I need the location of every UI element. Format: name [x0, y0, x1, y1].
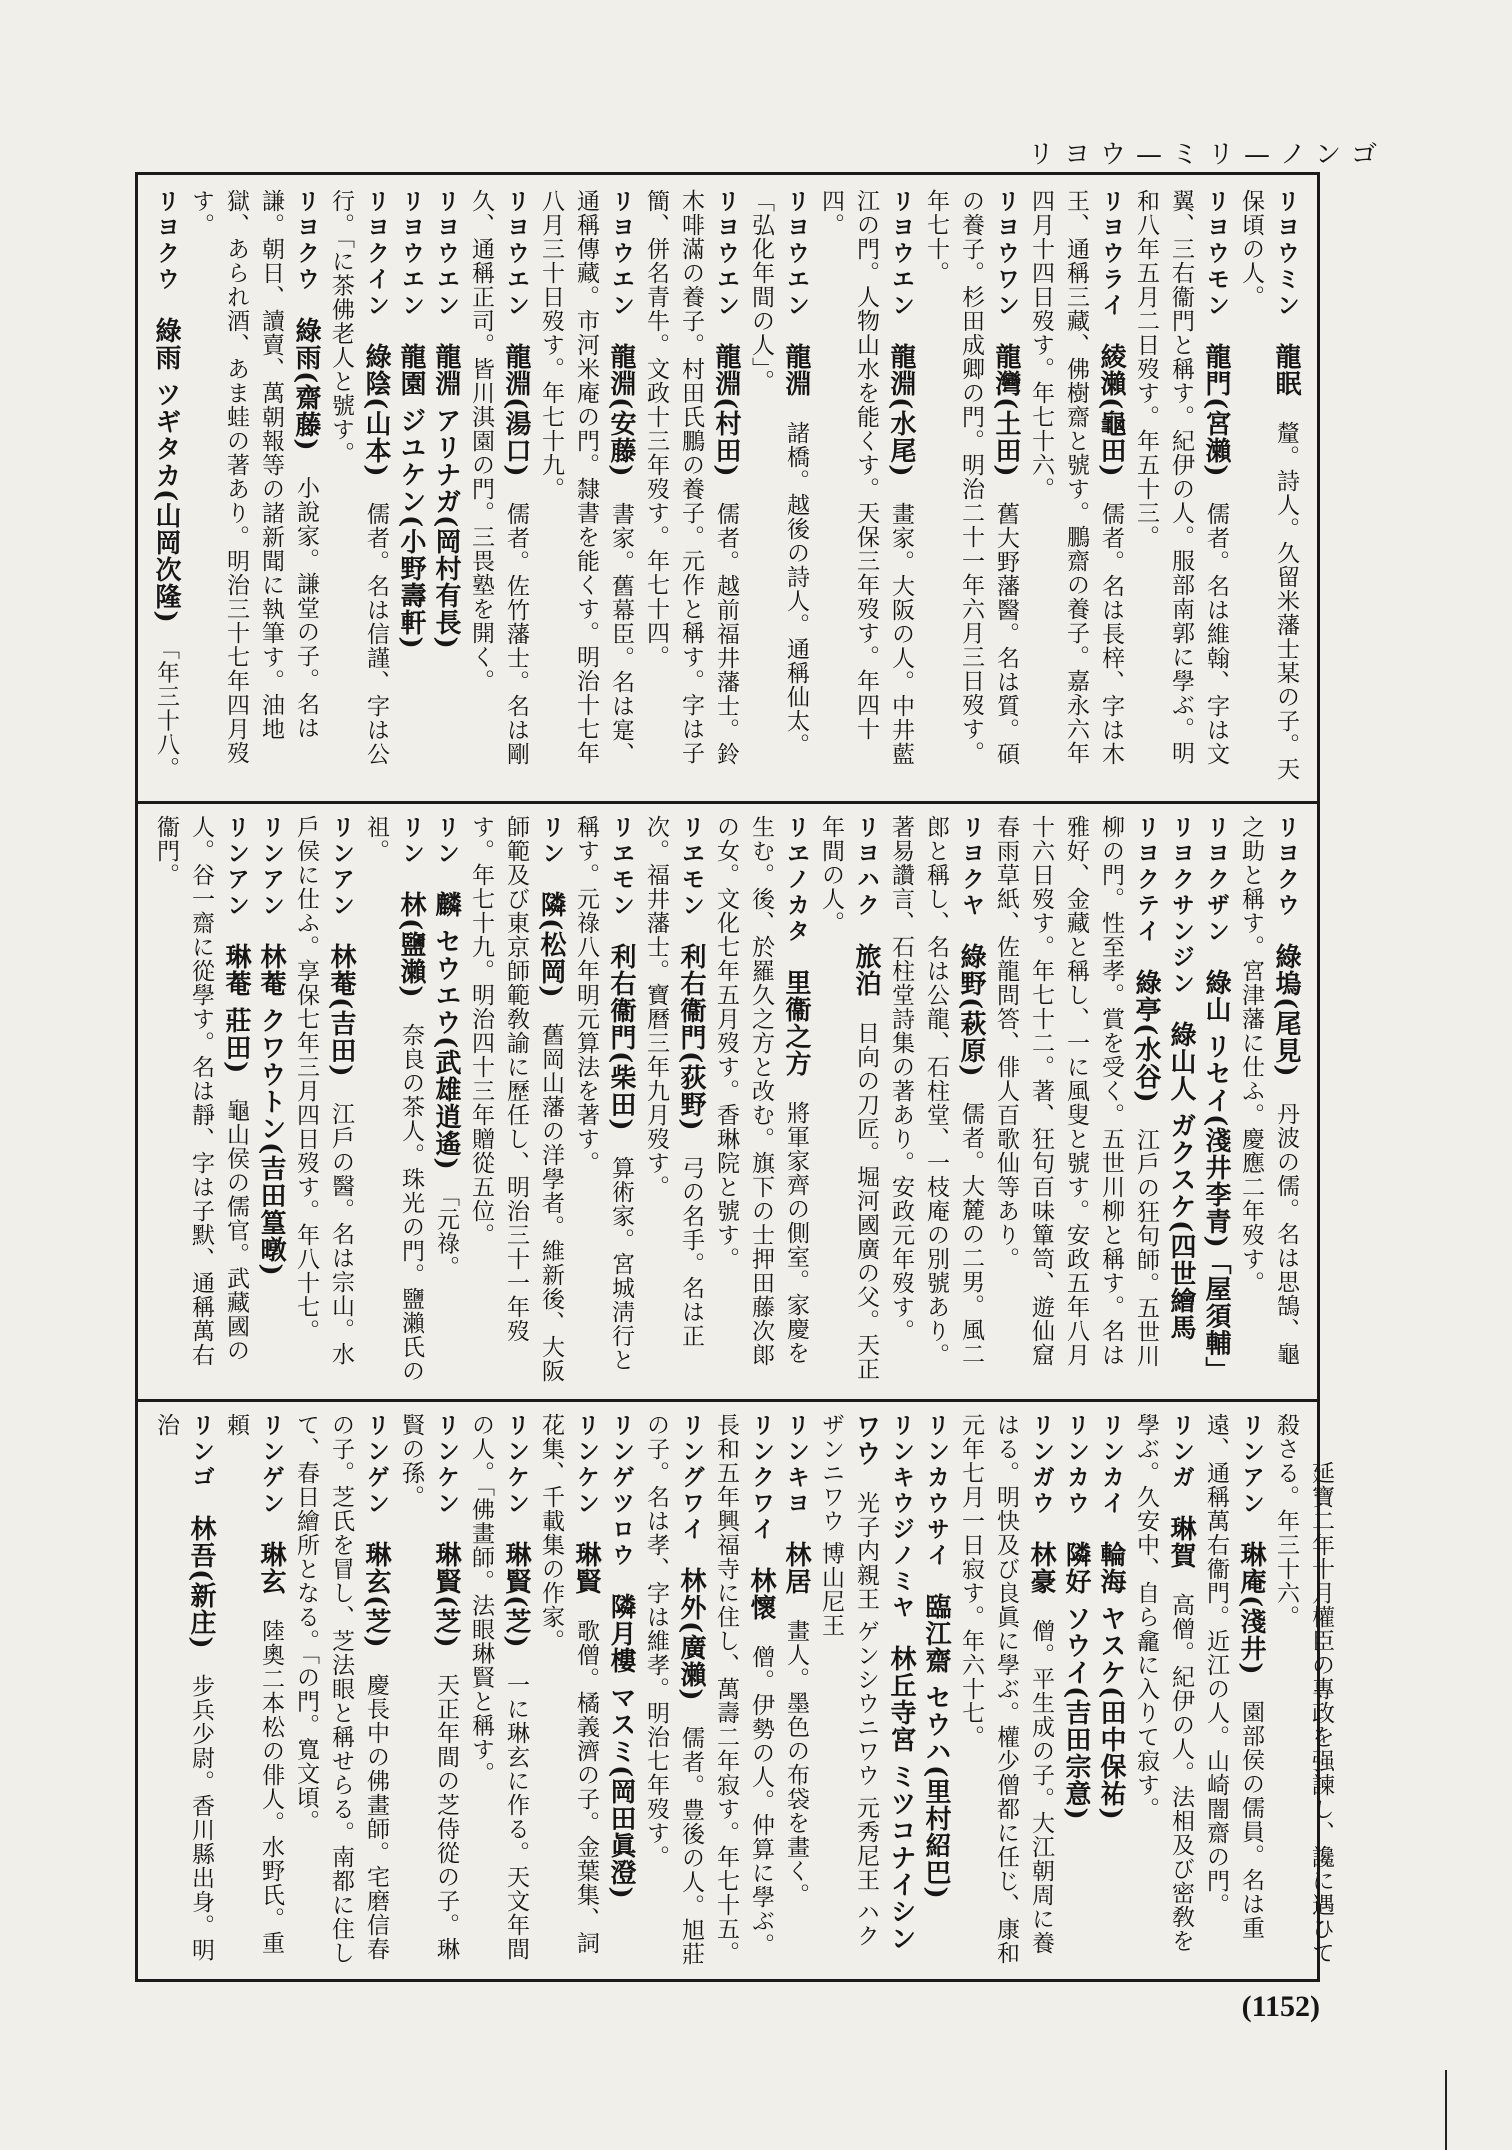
entry-reading: リヨクテイ [1133, 815, 1159, 945]
dictionary-entry [463, 189, 533, 787]
entry-reading: リン [398, 815, 424, 867]
entry-reading: リンアン [1238, 1413, 1264, 1517]
entry-reading: リンゲン [363, 1413, 389, 1517]
dictionary-entry [183, 189, 323, 787]
entry-reading: リヨウモン [1203, 189, 1229, 319]
entry-reading: リンアン [328, 815, 354, 919]
entry-kanji: 龍淵(村田) [711, 343, 741, 478]
dictionary-entry [708, 1413, 778, 1969]
entry-columns-2 [148, 815, 1303, 1385]
entry-description: 奈良の茶人。珠光の門。鹽瀨氏の祖。 [363, 815, 424, 1383]
entry-kanji: 琳玄 [256, 1541, 286, 1595]
entry-reading: リヨクサンジン [1168, 815, 1194, 997]
entry-description: 江戶の狂句師。五世川柳の門。性至孝。賞を受く。五世川柳と稱す。名は雅好、金藏と稱し、一に風叟と號す。安政五年八月十六日歿す。年七十二。著、狂句百味簞笥、遊仙窟春雨草紙、佐龍問答、俳人百歌仙等あり。 [993, 815, 1159, 1368]
entry-reading: リンキヨ [783, 1413, 809, 1517]
entry-description: 一に琳玄に作る。天文年間の人。「佛畫師。法眼琳賢と稱す。 [468, 1413, 529, 1961]
dictionary-entry [393, 1413, 463, 1969]
entry-kanji: 琳菴 莊田) [221, 943, 251, 1075]
entry-description: 光子内親王 ゲンシウニワウ 元秀尼王 ハクザンニワウ 博山尼王 [818, 1413, 879, 1948]
entry-kanji: 綠雨(齋藤) [291, 317, 321, 452]
entry-kanji: 綠雨 ツギタカ(山岡次隆) [151, 317, 181, 624]
entry-reading: リンカウ [1063, 1413, 1089, 1517]
entry-description: 算術家。宮城淸行と稱す。元祿八年明元算法を著す。 [573, 815, 634, 1372]
entry-reading: リヨウエン [713, 189, 739, 319]
tier-1 [148, 189, 1307, 787]
entry-description: 畫家。大阪の人。中井藍江の門。人物山水を能くす。天保三年歿す。年四十四。 [818, 189, 914, 766]
entry-reading: リンアン [258, 815, 284, 919]
entry-kanji: 林菴 クワウトン(吉田篁暾) [256, 943, 286, 1277]
dictionary-entry [953, 1413, 1058, 1969]
entry-kanji: 綠山 リセイ(淺井李青)「屋須輔」 [1201, 969, 1231, 1371]
entry-description: 儒者。越前福井藩士。鈴木啡滿の養子。村田氏鵬の養子。元作と稱す。字は子簡、併名青牛。文政十三年歿す。年七十四。 [643, 189, 739, 766]
page-number: (1152) [1241, 1990, 1320, 2023]
entry-kanji: 龍園 ジユケン(小野壽軒) [396, 343, 426, 650]
entry-kanji: 龍門(宮瀨) [1201, 343, 1231, 478]
entry-description: 步兵少尉。香川縣出身。明治 [153, 1413, 214, 1962]
dictionary-entry [393, 189, 428, 787]
entry-kanji: 臨江齋 セウハ(里村紹巴) [921, 1593, 951, 1900]
entry-kanji: 綠塢(尾見) [1271, 943, 1301, 1078]
entry-reading: リヨクザン [1203, 815, 1229, 945]
entry-reading: リンガウ [1028, 1413, 1054, 1517]
entry-description: 龜山侯の儒官。武藏國の人。谷一齋に從學す。名は靜、字は子默、通稱萬右衞門。 [153, 815, 249, 1367]
dictionary-entry [428, 189, 463, 787]
dictionary-entry [638, 1413, 708, 1969]
entry-reading: リンゲツロウ [608, 1413, 634, 1569]
entry-description: 儒者。名は長梓、字は木王、通稱三藏、佛樹齋と號す。鵬齋の養子。嘉永六年四月十四日歿す。年七十六。 [1028, 189, 1124, 766]
entry-kanji: 龍淵 [781, 343, 811, 397]
dictionary-entry [778, 1413, 813, 1969]
dictionary-entry [253, 815, 288, 1385]
entry-kanji: 旅泊 [851, 943, 881, 997]
entry-description: 園部侯の儒員。名は重遠、通稱萬右衞門。近江の人。山崎闇齋の門。 [1203, 1413, 1264, 1940]
entry-kanji: 琳庵(淺井) [1236, 1541, 1266, 1676]
dictionary-entry [638, 189, 743, 787]
dictionary-entry [218, 1413, 288, 1969]
entry-kanji: 輪海 ヤスケ(田中保祐) [1096, 1541, 1126, 1821]
entry-reading: リヨクウ [293, 189, 319, 293]
entry-reading: リン [538, 815, 564, 867]
divider-rule-1 [138, 801, 1317, 804]
entry-description: 「元祿。 [433, 1194, 459, 1280]
dictionary-entry [1268, 1413, 1338, 1969]
dictionary-entry [148, 1413, 218, 1969]
entry-description: 釐。詩人。久留米藩士某の子。天保頃の人。 [1238, 189, 1299, 781]
dictionary-entry [883, 815, 988, 1385]
entry-reading: リンキウジノミヤ [888, 1413, 914, 1621]
entry-reading: リンカウサイ [923, 1413, 949, 1569]
dictionary-entry [1198, 1413, 1268, 1969]
divider-rule-2 [138, 1399, 1317, 1402]
entry-reading: リヨウミン [1273, 189, 1299, 319]
dictionary-entry [148, 815, 253, 1385]
entry-kanji: 綠山人 ガクスケ(四世繪馬 [1166, 1021, 1196, 1342]
dictionary-entry [708, 815, 813, 1385]
dictionary-entry [638, 815, 708, 1385]
entry-description: 歌僧。橘義濟の子。金葉集、詞花集、千載集の作家。 [538, 1413, 599, 1955]
entry-reading: リヨハク [853, 815, 879, 919]
entry-reading: リヨクイン [363, 189, 389, 319]
entry-description: 高僧。紀伊の人。法相及び密敎を學ぶ。久安中、自ら龕に入りて寂す。 [1133, 1413, 1194, 1953]
entry-description: 將軍家齊の側室。家慶を生む。後、於羅久之方と改む。旗下の士押田藤次郞の女。文化七年五月歿す。香琳院と號す。 [713, 815, 809, 1367]
dictionary-entry [1023, 189, 1128, 787]
entry-description: 書家。舊幕臣。名は寔、通稱傳藏。市河米庵の門。隸書を能くす。明治十七年八月三十日歿す。年七十九。 [538, 189, 634, 766]
entry-description: 儒者。豊後の人。旭莊の子。名は孝、字は維孝。明治七年歿す。 [643, 1413, 704, 1966]
running-head: リヨウ—ミリ—ノンゴ [1028, 140, 1387, 170]
entry-reading: リン [433, 815, 459, 867]
entry-reading: リヨウエン [888, 189, 914, 319]
entry-description: 諸橋。越後の詩人。通稱仙太。「弘化年間の人」。 [748, 189, 809, 757]
entry-description: 天正年間の芝侍從の子。琳賢の孫。 [398, 1413, 459, 1961]
dictionary-entry [533, 1413, 603, 1969]
entry-description: 「年三十八。 [153, 647, 179, 781]
entry-kanji: 龍眠 [1271, 343, 1301, 397]
dictionary-entry [463, 815, 568, 1385]
dictionary-entry [1198, 815, 1233, 1385]
entry-reading: リヱノカタ [783, 815, 809, 945]
entry-description: 僧。伊勢の人。仲算に學ぶ。長和五年興福寺に住し、萬壽二年寂す。年七十五。 [713, 1413, 774, 1965]
dictionary-entry [1233, 815, 1303, 1385]
dictionary-entry [288, 1413, 393, 1969]
entry-description: 陸奧二本松の俳人。水野氏。重頼 [223, 1413, 284, 1955]
entry-kanji: 龍淵(水尾) [886, 343, 916, 478]
entry-reading: リヱモン [678, 815, 704, 919]
entry-reading: リンケン [503, 1413, 529, 1517]
dictionary-entry [288, 815, 358, 1385]
entry-kanji: 隣(松岡) [536, 891, 566, 999]
entry-kanji: 綾瀨(龜田) [1096, 343, 1126, 478]
entry-kanji: 綠陰(山本) [361, 343, 391, 478]
dictionary-entry [1128, 1413, 1198, 1969]
entry-reading: リヨクウ [153, 189, 179, 293]
entry-description: 慶長中の佛畫師。宅磨信春の子。芝氏を冒し、芝法眼と稱せらる。南都に住して、春日繪所となる。「の門。寬文頃。 [293, 1413, 389, 1965]
entry-description: 丹波の儒。名は思鵠、龜之助と稱す。宮津藩に仕ふ。慶應二年歿す。 [1238, 815, 1299, 1366]
entry-kanji: 龍灣(土田) [991, 343, 1021, 478]
entry-description: 江戶の醫。名は宗山。水戶侯に仕ふ。享保七年三月四日歿す。年八十七。 [293, 815, 354, 1366]
entry-reading: リヨクヤ [958, 815, 984, 919]
page-frame [135, 172, 1334, 1982]
entry-description: 儒者。佐竹藩士。名は剛久、通稱正司。皆川淇園の門。三畏塾を開く。 [468, 189, 529, 766]
entry-kanji: 綠亭(水谷) [1131, 969, 1161, 1104]
entry-reading: リヨウエン [783, 189, 809, 319]
entry-kanji: 龍淵 アリナガ(岡村有長) [431, 343, 461, 650]
entry-description: 日向の刀匠。堀河國廣の父。天正年間の人。 [818, 815, 879, 1381]
entry-columns-1 [148, 189, 1303, 787]
dictionary-entry [568, 815, 638, 1385]
entry-description: 小說家。謙堂の子。名は謙。朝日、讀賣、萬朝報等の諸新聞に執筆す。油地獄、あられ酒、あま蛙の著あり。明治三十七年四月歿す。 [188, 189, 319, 765]
entry-reading: リヨクウ [1273, 815, 1299, 919]
entry-kanji: 琳賢(芝) [501, 1541, 531, 1649]
entry-kanji: 龍淵(安藤) [606, 343, 636, 478]
dictionary-entry [743, 189, 813, 787]
entry-kanji: 林懷 [746, 1567, 776, 1621]
entry-kanji: 利右衞門(荻野) [676, 943, 706, 1132]
entry-kanji: 林豪 [1026, 1541, 1056, 1595]
entry-description: 畫人。墨色の布袋を畫く。 [783, 1619, 809, 1907]
entry-description: 僧。平生成の子。大江朝周に養はる。明快及び良眞に學ぶ。權少僧都に任じ、康和元年七月一日寂す。年六十七。 [958, 1413, 1054, 1965]
entry-reading: リヨウワン [993, 189, 1019, 319]
dictionary-entry [428, 815, 463, 1385]
dictionary-entry [358, 815, 428, 1385]
entry-description: 儒者。名は信謹、字は公行。「に茶佛老人と號す。 [328, 189, 389, 766]
entry-kanji: 龍淵(湯口) [501, 343, 531, 478]
margin-mark [1445, 2070, 1447, 2150]
entry-reading: リヱモン [608, 815, 634, 919]
dictionary-entry [1233, 189, 1303, 787]
entry-columns-3 [148, 1413, 1338, 1969]
entry-kanji: 林外(廣瀨) [676, 1567, 706, 1702]
entry-kanji: 琳賢(芝) [431, 1541, 461, 1649]
dictionary-entry [463, 1413, 533, 1969]
tier-2 [148, 815, 1307, 1385]
entry-kanji: 林吾(新庄) [186, 1515, 216, 1650]
dictionary-entry [988, 815, 1163, 1385]
entry-kanji: 隣好 ソウイ(吉田宗意) [1061, 1541, 1091, 1821]
entry-reading: リンゲン [258, 1413, 284, 1517]
entry-reading: リンクワイ [748, 1413, 774, 1543]
entry-kanji: 林(鹽瀨) [396, 891, 426, 999]
entry-reading: リヨウエン [433, 189, 459, 319]
dictionary-entry [813, 815, 883, 1385]
entry-kanji: 琳賀 [1166, 1515, 1196, 1569]
entry-reading: リヨウエン [503, 189, 529, 319]
entry-kanji: 隣月樓 マスミ(岡田眞澄) [606, 1593, 636, 1900]
dictionary-entry [1163, 815, 1198, 1385]
entry-reading: リヨウエン [398, 189, 424, 319]
dictionary-entry [533, 189, 638, 787]
entry-reading: リヨウライ [1098, 189, 1124, 319]
entry-reading: リヨウエン [608, 189, 634, 319]
dictionary-entry [148, 189, 183, 787]
entry-description: 儒者。大麓の二男。風二郎と稱し、名は公龍、石柱堂、一枝庵の別號あり。著易讚言、石柱堂詩集の著あり。安政元年歿す。 [888, 815, 984, 1367]
entry-reading: リンケン [573, 1413, 599, 1517]
entry-kanji: 琳玄(芝) [361, 1541, 391, 1649]
dictionary-entry [918, 189, 1023, 787]
entry-description: 儒者。名は維翰、字は文翼、三右衞門と稱す。紀伊の人。服部南郭に學ぶ。明和八年五月二日歿す。年五十三。 [1133, 189, 1229, 766]
entry-kanji: 綠野(萩原) [956, 943, 986, 1078]
dictionary-entry [603, 1413, 638, 1969]
entry-kanji: 麟 セウエウ(武雄逍遙) [431, 891, 461, 1171]
dictionary-entry [1128, 189, 1233, 787]
entry-reading: リングワイ [678, 1413, 704, 1543]
dictionary-entry [323, 189, 393, 787]
dictionary-entry [813, 189, 918, 787]
entry-description: 舊岡山藩の洋學者。維新後、大阪師範及び東京師範敎諭に歷任し、明治三十一年歿す。年七十九。明治四十三年贈從五位。 [468, 815, 564, 1383]
entry-reading: リンカイ [1098, 1413, 1124, 1517]
entry-reading: リンゴ [188, 1413, 214, 1491]
dictionary-entry [918, 1413, 953, 1969]
entry-kanji: 利右衞門(柴田) [606, 943, 636, 1132]
entry-reading: リンケン [433, 1413, 459, 1517]
entry-kanji: 林居 [781, 1541, 811, 1595]
entry-kanji: 林丘寺宮 ミツコナイシンワウ [851, 1413, 916, 1953]
dictionary-entry [813, 1413, 918, 1969]
dictionary-entry [1058, 1413, 1093, 1969]
entry-description: 舊大野藩醫。名は質。碩の養子。杉田成卿の門。明治二十一年六月三日歿す。年七十。 [923, 189, 1019, 766]
dictionary-entry [1093, 1413, 1128, 1969]
entry-description: 延寶二年十月權臣の專政を强諫し、讒に遇ひて殺さる。年三十六。 [1273, 1413, 1334, 1965]
entry-kanji: 里衞之方 [781, 969, 811, 1077]
entry-reading: リンガ [1168, 1413, 1194, 1491]
entry-description: 弓の名手。名は正次。福井藩士。寶曆三年九月歿す。 [643, 815, 704, 1348]
entry-reading: リンアン [223, 815, 249, 919]
entry-kanji: 琳賢 [571, 1541, 601, 1595]
entry-kanji: 林菴(吉田) [326, 943, 356, 1078]
tier-3 [148, 1413, 1334, 1969]
